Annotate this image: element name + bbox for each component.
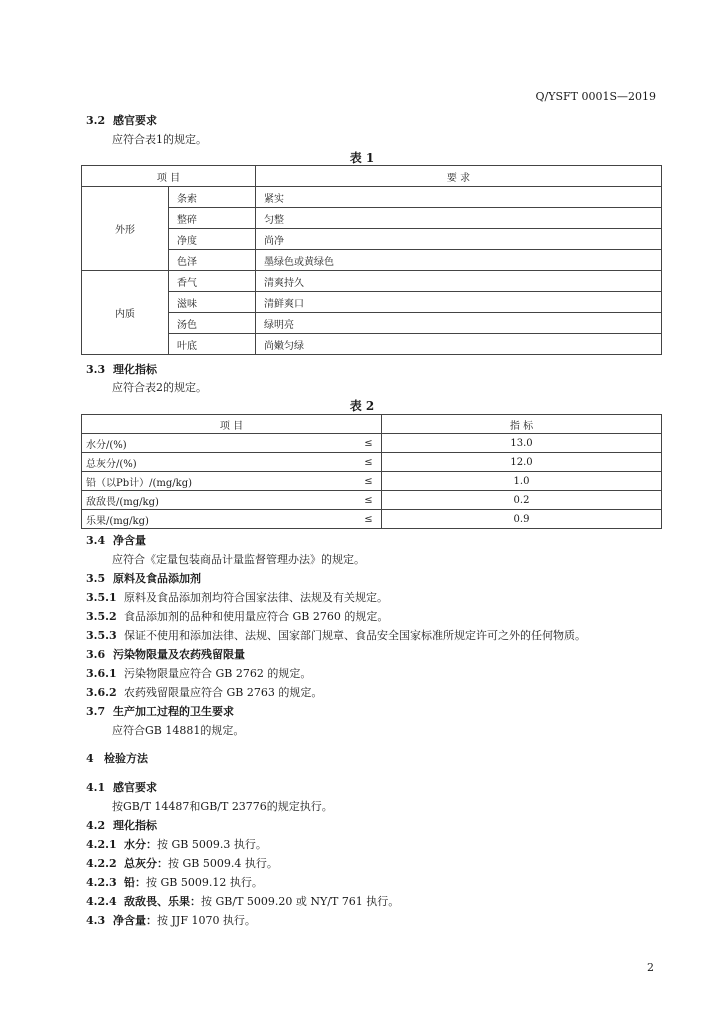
section-3-5-1 (86, 589, 388, 605)
section-text: 按 JJF 1070 执行。 (157, 914, 256, 927)
table-1-title: 表 1 (349, 151, 375, 165)
table-cell-operator: ≤ (356, 434, 382, 453)
table-cell-item: 汤色 (169, 313, 256, 334)
section-text: 按 GB/T 5009.20 或 NY/T 761 执行。 (201, 895, 400, 908)
section-number: 3.5 (86, 572, 106, 585)
section-number: 3.5.2 (86, 610, 117, 623)
section-title: 理化指标 (113, 819, 157, 832)
section-number: 3.5.1 (86, 591, 117, 604)
table-cell-item: 铅（以Pb计）/(mg/kg) (82, 472, 357, 491)
table-row (82, 510, 662, 529)
section-3-7-heading (86, 703, 234, 719)
section-text: 保证不使用和添加法律、法规、国家部门规章、食品安全国家标准所规定许可之外的任何物质。 (124, 629, 586, 642)
section-text: 按 GB 5009.3 执行。 (157, 838, 267, 851)
table-1 (81, 165, 662, 355)
section-4-2-3 (86, 874, 263, 890)
document-code: Q/YSFT 0001S—2019 (535, 90, 656, 103)
table-cell-item: 乐果/(mg/kg) (82, 510, 357, 529)
table-cell-item: 叶底 (169, 334, 256, 355)
section-number: 3.5.3 (86, 629, 117, 642)
section-title: 污染物限量及农药残留限量 (113, 648, 245, 661)
page-number: 2 (647, 961, 654, 974)
section-title: 感官要求 (113, 114, 157, 127)
table-header-indicator: 指 标 (382, 415, 662, 434)
table-header-item: 项 目 (82, 415, 382, 434)
table-cell-requirement: 紧实 (256, 187, 662, 208)
section-number: 3.4 (86, 534, 106, 547)
section-3-5-3 (86, 627, 586, 643)
table-cell-requirement: 绿明亮 (256, 313, 662, 334)
section-number: 3.2 (86, 114, 106, 127)
section-4-2-2 (86, 855, 278, 871)
table-cell-value: 0.2 (382, 491, 662, 510)
section-3-5-heading (86, 570, 201, 586)
table-cell-item: 条索 (169, 187, 256, 208)
table-header-row (82, 415, 662, 434)
table-cell-operator: ≤ (356, 510, 382, 529)
table-cell-requirement: 清爽持久 (256, 271, 662, 292)
section-3-3-heading (86, 361, 157, 377)
section-number: 4.2 (86, 819, 106, 832)
section-number: 3.7 (86, 705, 106, 718)
table-row (82, 334, 662, 355)
table-cell-requirement: 尚净 (256, 229, 662, 250)
table-cell-item: 整碎 (169, 208, 256, 229)
table-cell-requirement: 匀整 (256, 208, 662, 229)
section-4-1-heading (86, 779, 157, 795)
section-text: 污染物限量应符合 GB 2762 的规定。 (124, 667, 312, 680)
table-cell-requirement: 清鲜爽口 (256, 292, 662, 313)
section-text: 原料及食品添加剂均符合国家法律、法规及有关规定。 (124, 591, 388, 604)
section-4-2-heading (86, 817, 157, 833)
table-cell-requirement: 尚嫩匀绿 (256, 334, 662, 355)
table-cell-item: 香气 (169, 271, 256, 292)
section-number: 4.2.3 (86, 876, 117, 889)
section-text: 农药残留限量应符合 GB 2763 的规定。 (124, 686, 323, 699)
section-title: 检验方法 (104, 752, 148, 765)
table-2 (81, 414, 662, 529)
table-row (82, 491, 662, 510)
table-row (82, 472, 662, 491)
section-title: 净含量 (113, 534, 146, 547)
table-header-item: 项 目 (82, 166, 256, 187)
table-row (82, 434, 662, 453)
table-cell-item: 总灰分/(%) (82, 453, 357, 472)
section-4-3 (86, 912, 256, 928)
section-4-2-1 (86, 836, 267, 852)
table-cell-value: 0.9 (382, 510, 662, 529)
table-cell-item: 滋味 (169, 292, 256, 313)
section-3-6-heading (86, 646, 245, 662)
table-row (82, 229, 662, 250)
table-cell-value: 13.0 (382, 434, 662, 453)
section-4-2-4 (86, 893, 399, 909)
section-4-heading (86, 750, 148, 766)
section-3-2-heading (86, 112, 157, 128)
table-cell-operator: ≤ (356, 472, 382, 491)
table-cell-item: 水分/(%) (82, 434, 357, 453)
table-row (82, 313, 662, 334)
section-4-1-text: 按GB/T 14487和GB/T 23776的规定执行。 (112, 800, 333, 813)
section-number: 4.2.4 (86, 895, 117, 908)
group-label: 内质 (82, 271, 169, 355)
table-cell-item: 净度 (169, 229, 256, 250)
table-cell-value: 12.0 (382, 453, 662, 472)
method-label: 水分： (124, 838, 157, 851)
section-number: 3.6.1 (86, 667, 117, 680)
section-3-2-text: 应符合表1的规定。 (112, 133, 207, 146)
section-number: 3.3 (86, 363, 106, 376)
table-cell-operator: ≤ (356, 491, 382, 510)
section-number: 4.2.1 (86, 838, 117, 851)
section-number: 3.6.2 (86, 686, 117, 699)
table-header-row (82, 166, 662, 187)
section-3-4-heading (86, 532, 146, 548)
section-number: 3.6 (86, 648, 106, 661)
section-3-3-text: 应符合表2的规定。 (112, 381, 207, 394)
table-row (82, 250, 662, 271)
section-text: 按 GB 5009.4 执行。 (168, 857, 278, 870)
table-row (82, 453, 662, 472)
section-text: 食品添加剂的品种和使用量应符合 GB 2760 的规定。 (124, 610, 389, 623)
table-cell-requirement: 墨绿色或黄绿色 (256, 250, 662, 271)
section-3-6-1 (86, 665, 311, 681)
method-label: 敌敌畏、乐果： (124, 895, 201, 908)
table-row (82, 271, 662, 292)
section-3-7-text: 应符合GB 14881的规定。 (112, 724, 245, 737)
section-title: 原料及食品添加剂 (113, 572, 201, 585)
section-3-5-2 (86, 608, 388, 624)
section-text: 按 GB 5009.12 执行。 (146, 876, 263, 889)
table-cell-operator: ≤ (356, 453, 382, 472)
table-cell-item: 色泽 (169, 250, 256, 271)
section-number: 4 (86, 752, 94, 765)
method-label: 总灰分： (124, 857, 168, 870)
table-row (82, 292, 662, 313)
table-cell-value: 1.0 (382, 472, 662, 491)
table-row (82, 208, 662, 229)
section-number: 4.1 (86, 781, 106, 794)
table-cell-item: 敌敌畏/(mg/kg) (82, 491, 357, 510)
method-label: 铅： (124, 876, 146, 889)
section-number: 4.3 (86, 914, 106, 927)
section-number: 4.2.2 (86, 857, 117, 870)
section-title: 理化指标 (113, 363, 157, 376)
section-3-4-text: 应符合《定量包装商品计量监督管理办法》的规定。 (112, 553, 365, 566)
group-label: 外形 (82, 187, 169, 271)
table-row (82, 187, 662, 208)
table-2-title: 表 2 (349, 399, 375, 413)
method-label: 净含量： (113, 914, 157, 927)
section-3-6-2 (86, 684, 322, 700)
table-header-requirement: 要 求 (256, 166, 662, 187)
section-title: 生产加工过程的卫生要求 (113, 705, 234, 718)
section-title: 感官要求 (113, 781, 157, 794)
